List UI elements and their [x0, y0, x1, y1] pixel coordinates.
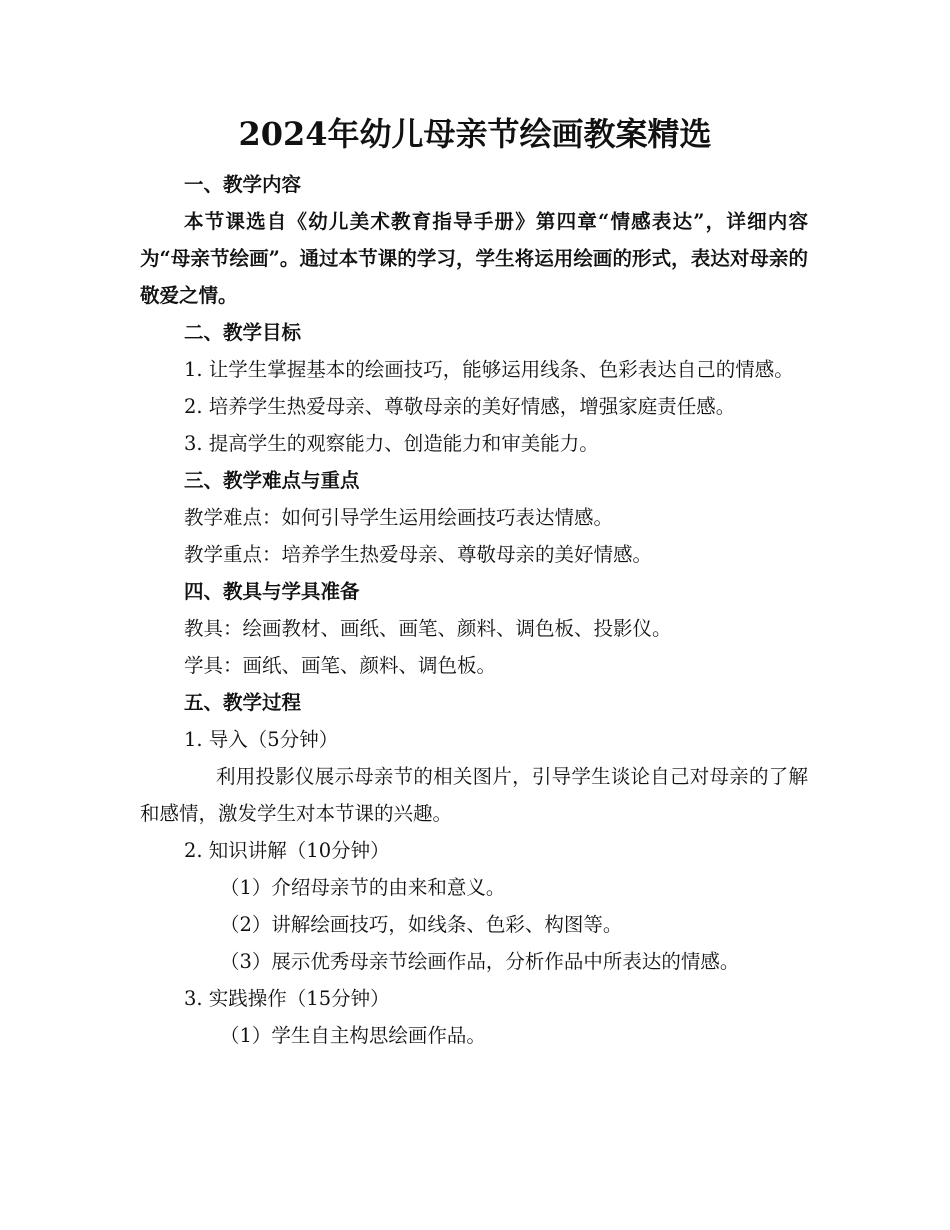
section-heading-goals: 二、教学目标	[184, 321, 302, 344]
process-sub-item: （3）展示优秀母亲节绘画作品，分析作品中所表达的情感。	[220, 950, 740, 973]
section-heading-difficulty: 三、教学难点与重点	[184, 469, 360, 492]
process-sub-item: （1）学生自主构思绘画作品。	[220, 1024, 486, 1047]
section-heading-content: 一、教学内容	[184, 173, 302, 196]
process-step-heading: 3. 实践操作（15分钟）	[184, 987, 390, 1010]
process-step-heading: 2. 知识讲解（10分钟）	[184, 839, 390, 862]
process-sub-item: （2）讲解绘画技巧，如线条、色彩、构图等。	[220, 913, 623, 936]
goal-item: 3. 提高学生的观察能力、创造能力和审美能力。	[184, 432, 599, 455]
process-step-heading: 1. 导入（5分钟）	[184, 728, 339, 751]
process-step-paragraph: 利用投影仪展示母亲节的相关图片，引导学生谈论自己对母亲的了解和感情，激发学生对本节课的兴趣。	[140, 765, 808, 825]
teacher-tools-text: 教具：绘画教材、画纸、画笔、颜料、调色板、投影仪。	[184, 617, 672, 640]
process-sub-item: （1）介绍母亲节的由来和意义。	[220, 876, 506, 899]
difficulty-text: 教学难点：如何引导学生运用绘画技巧表达情感。	[184, 506, 614, 529]
document-body	[140, 166, 808, 1054]
section-heading-materials: 四、教具与学具准备	[184, 580, 360, 603]
document-title: 2024年幼儿母亲节绘画教案精选	[238, 115, 712, 153]
section-content-paragraph: 本节课选自《幼儿美术教育指导手册》第四章“情感表达”，详细内容为“母亲节绘画”。通过本节课的学习，学生将运用绘画的形式，表达对母亲的敬爱之情。	[140, 210, 808, 307]
student-tools-text: 学具：画纸、画笔、颜料、调色板。	[184, 654, 497, 677]
focus-text: 教学重点：培养学生热爱母亲、尊敬母亲的美好情感。	[184, 543, 653, 566]
section-heading-process: 五、教学过程	[184, 691, 302, 714]
goal-item: 2. 培养学生热爱母亲、尊敬母亲的美好情感，增强家庭责任感。	[184, 395, 736, 418]
goal-item: 1. 让学生掌握基本的绘画技巧，能够运用线条、色彩表达自己的情感。	[184, 358, 794, 381]
